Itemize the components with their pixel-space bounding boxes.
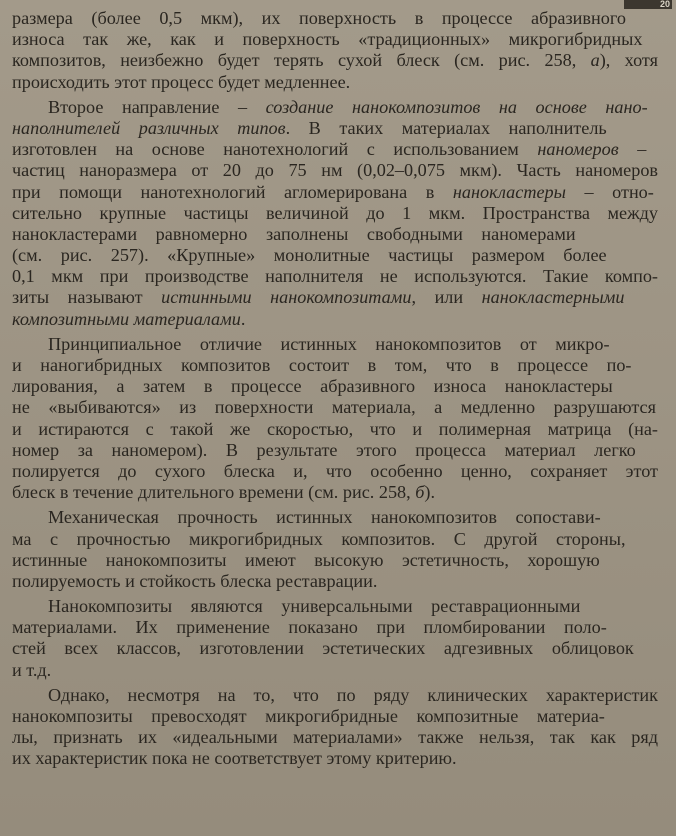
- text-run: номер за наномером). В результате этого процесса материал легко: [12, 439, 636, 460]
- text-run: не «выбиваются» из поверхности материала, а медленно разрушаются: [12, 397, 656, 418]
- text-run: нанокомпозиты превосходят микрогибридные композитные материа-: [12, 706, 605, 726]
- text-run: полируемость и стойкость блеска реставрации.: [12, 570, 378, 591]
- italic-term: нанокластерными: [481, 287, 625, 308]
- text-run: 0,1 мкм при производстве наполнителя не используются. Такие компо-: [12, 266, 658, 287]
- text-line: [12, 461, 660, 482]
- text-line: [12, 507, 660, 528]
- text-line: [12, 727, 660, 748]
- text-line: [12, 748, 660, 769]
- text-run: размера (более 0,5 мкм), их поверхность в процессе абразивного: [12, 8, 626, 28]
- italic-term: истинными нанокомпозитами: [161, 287, 412, 308]
- text-run: происходить этот процесс будет медленнее.: [12, 71, 351, 92]
- text-run: нанокластерами равномерно заполнены свободными наномерами: [12, 223, 576, 244]
- text-line: [12, 638, 660, 659]
- italic-term: композитными материалами: [12, 308, 241, 329]
- text-run: Нанокомпозиты являются универсальными реставрационными: [48, 596, 581, 617]
- text-run: истинные нанокомпозиты имеют высокую эстетичность, хорошую: [12, 549, 600, 570]
- text-run: ), хотя: [599, 50, 658, 71]
- text-line: [12, 440, 660, 461]
- text-line: [12, 419, 660, 440]
- text-run: Механическая прочность истинных нанокомпозитов сопостави-: [48, 507, 601, 528]
- text-run: материалами. Их применение показано при пломбировании поло-: [12, 617, 607, 638]
- text-run: (см. рис. 257). «Крупные» монолитные частицы размером более: [12, 245, 607, 266]
- text-run: Принципиальное отличие истинных нанокомпозитов от микро-: [48, 333, 610, 354]
- text-line: [12, 224, 660, 245]
- text-line: [12, 706, 660, 727]
- text-run: Однако, несмотря на то, что по ряду клинических характеристик: [48, 684, 658, 705]
- text-run: . В таких материалах наполнитель: [285, 117, 607, 138]
- text-line: [12, 355, 660, 376]
- text-run: их характеристик пока не соответствует этому критерию.: [12, 748, 457, 769]
- text-line: [12, 685, 660, 706]
- text-line: [12, 29, 660, 50]
- text-run: изготовлен на основе нанотехнологий с использованием: [12, 139, 538, 160]
- text-line: [12, 529, 660, 550]
- italic-term: а: [590, 50, 600, 71]
- page-text: [12, 8, 660, 770]
- text-line: [12, 50, 660, 71]
- text-line: [12, 139, 660, 160]
- text-run: Второе направление –: [48, 96, 266, 117]
- text-run: и т.д.: [12, 659, 52, 680]
- text-run: сительно крупные частицы величиной до 1 мкм. Пространства между: [12, 202, 658, 223]
- text-run: – отно-: [565, 181, 654, 202]
- text-line: [12, 72, 660, 93]
- text-run: стей всех классов, изготовлении эстетических адгезивных облицовок: [12, 638, 634, 659]
- text-line: [12, 482, 660, 503]
- text-line: [12, 97, 660, 118]
- text-run: лирования, а затем в процессе абразивного износа нанокластеры: [12, 376, 613, 397]
- text-line: [12, 8, 660, 29]
- text-run: –: [618, 139, 647, 160]
- text-line: [12, 334, 660, 355]
- text-run: и наногибридных композитов состоит в том, что в процессе по-: [12, 355, 632, 375]
- text-line: [12, 571, 660, 592]
- text-line: [12, 182, 660, 203]
- text-run: зиты называют: [12, 287, 162, 308]
- page-number: 20: [624, 0, 672, 9]
- text-line: [12, 397, 660, 418]
- text-run: частиц наноразмера от 20 до 75 нм (0,02–0,075 мкм). Часть наномеров: [12, 160, 658, 181]
- text-run: ма с прочностью микрогибридных композитов. С другой стороны,: [12, 528, 626, 549]
- text-run: , или: [411, 287, 482, 308]
- italic-term: наномеров: [537, 139, 619, 160]
- text-run: композитов, неизбежно будет терять сухой блеск (см. рис. 258,: [12, 50, 591, 71]
- text-run: лы, признать их «идеальными материалами» также нельзя, так как ряд: [12, 727, 658, 748]
- italic-term: создание нанокомпозитов на основе нано-: [265, 96, 648, 117]
- italic-term: нанокластеры: [452, 181, 566, 202]
- text-line: [12, 160, 660, 181]
- text-line: [12, 266, 660, 287]
- text-run: при помощи нанотехнологий агломерирована в: [12, 181, 453, 202]
- text-line: [12, 660, 660, 681]
- text-line: [12, 203, 660, 224]
- text-run: ).: [424, 482, 436, 503]
- text-line: [12, 376, 660, 397]
- italic-term: наполнителей различных типов: [12, 117, 286, 138]
- text-run: износа так же, как и поверхность «традиционных» микрогибридных: [12, 29, 643, 50]
- text-line: [12, 287, 660, 308]
- text-run: блеск в течение длительного времени (см. рис. 258,: [12, 482, 416, 503]
- italic-term: б: [415, 482, 425, 503]
- text-line: [12, 617, 660, 638]
- text-run: .: [240, 308, 246, 329]
- text-line: [12, 596, 660, 617]
- text-line: [12, 118, 660, 139]
- text-line: [12, 309, 660, 330]
- text-line: [12, 550, 660, 571]
- text-line: [12, 245, 660, 266]
- text-run: и истираются с такой же скоростью, что и полимерная матрица (на-: [12, 418, 658, 439]
- text-run: полируется до сухого блеска и, что особенно ценно, сохраняет этот: [12, 460, 658, 481]
